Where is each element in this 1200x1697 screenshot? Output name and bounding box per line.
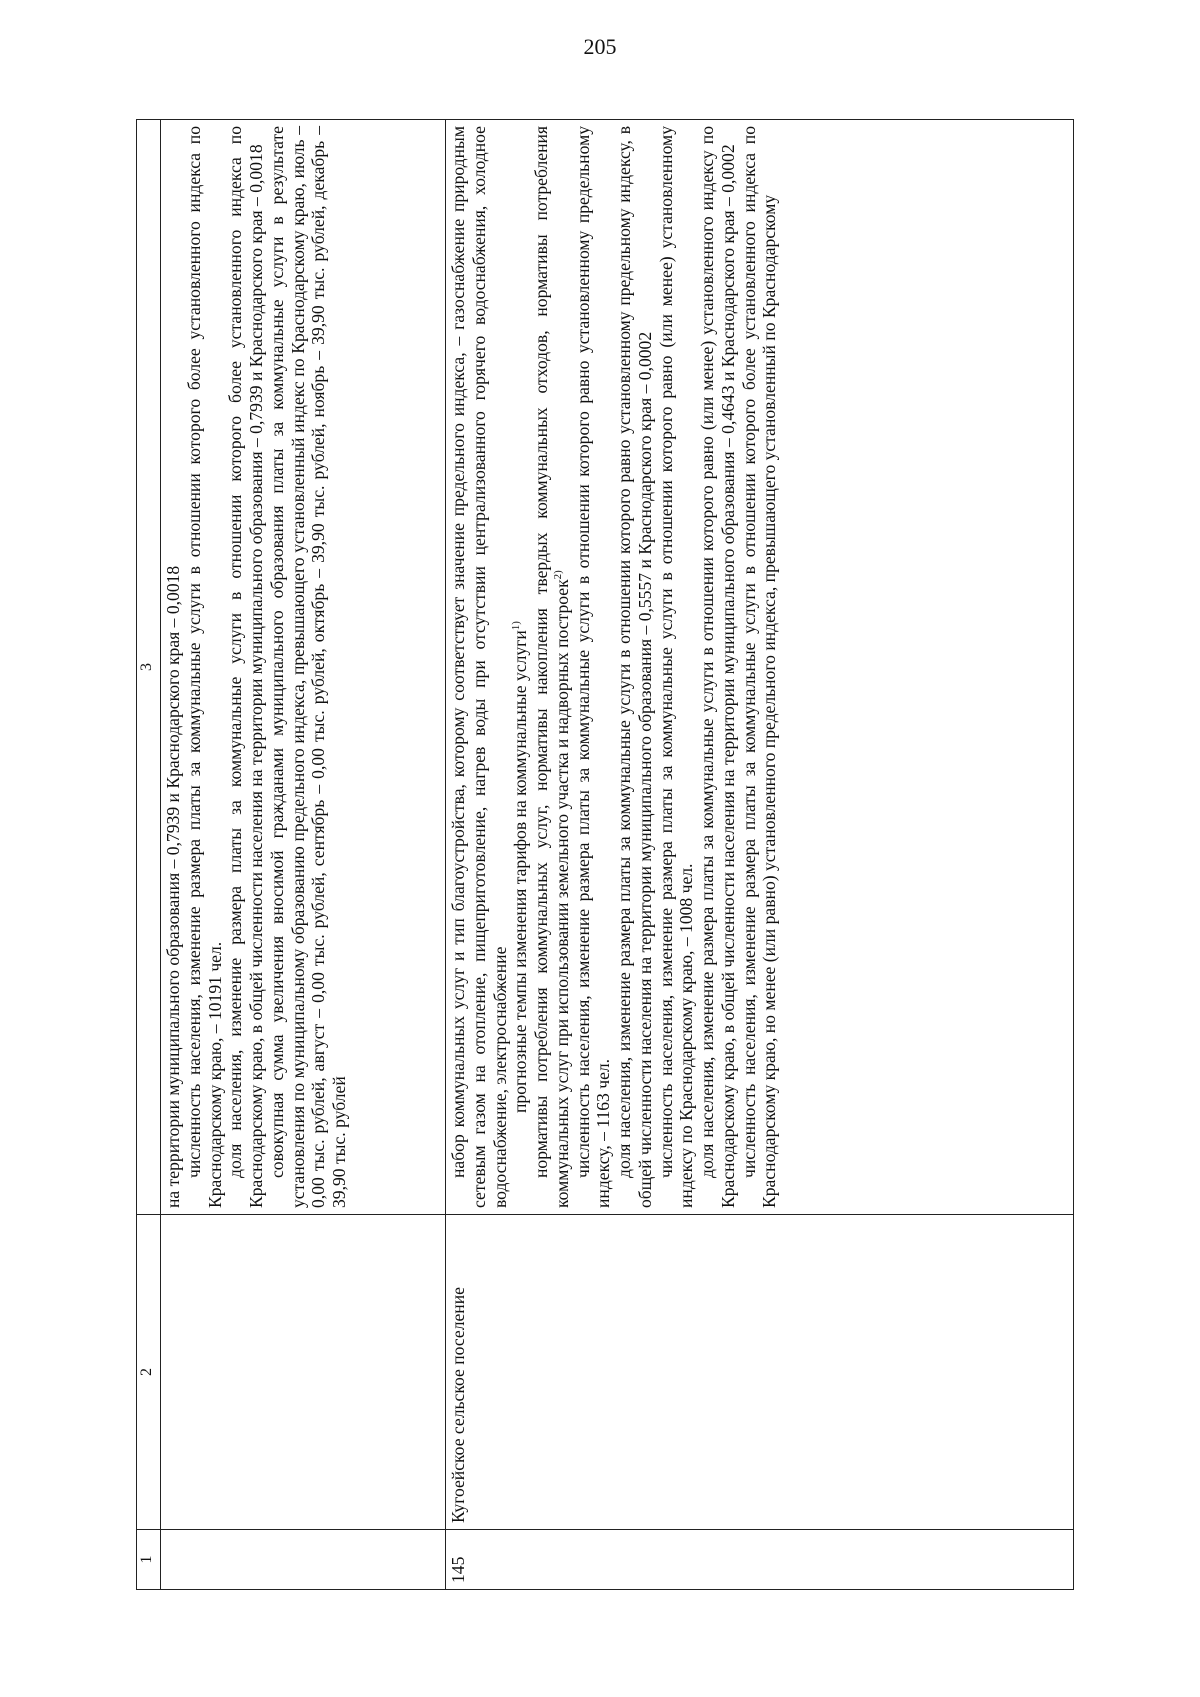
- description-paragraph: доля населения, изменение размера платы за коммунальные услуги в отношении которого равно установленному предельному индексу, в общей численности населения на территории муниципального образования – 0,5557 и Краснодарского края – 0,0002: [614, 126, 655, 1208]
- description-paragraph: на территории муниципального образования – 0,7939 и Краснодарского края – 0,0018: [163, 565, 183, 1208]
- footnote-marker: 2): [551, 570, 564, 580]
- row-description-cell: [446, 120, 1074, 1215]
- description-paragraph: нормативы потребления коммунальных услуг, нормативы накопления твердых коммунальных отходов, нормативы потребления коммунальных услуг при использовании земельного участка и надворных построек$^{2)}$: [531, 126, 572, 1208]
- column-header-2: 2: [137, 1215, 161, 1530]
- description-paragraph: численность населения, изменение размера платы за коммунальные услуги в отношении которого равно (или менее) установленному индексу по Краснодарскому краю, – 1008 чел.: [655, 126, 697, 1208]
- row-name-cell: [161, 1215, 446, 1530]
- column-header-1: 1: [137, 1530, 161, 1590]
- description-paragraph: численность населения, изменение размера платы за коммунальные услуги в отношении которого более установленного индекса по Краснодарскому краю, – 10191 чел.: [183, 126, 225, 1208]
- table-row: [446, 120, 1074, 1590]
- row-number-cell: [161, 1530, 446, 1590]
- description-paragraph: доля населения, изменение размера платы за коммунальные услуги в отношении которого равно (или менее) установленного индексу по Краснодарскому краю, в общей численности населения на территории муниципального образования – 0,4643 и Краснодарского края – 0,0002: [697, 126, 738, 1208]
- footnote-marker: 1): [510, 621, 523, 631]
- table-row: [161, 120, 446, 1590]
- page-number: 205: [583, 34, 617, 59]
- column-header-3: 3: [137, 120, 161, 1215]
- row-number-cell: 145: [446, 1530, 1074, 1590]
- row-name-cell: Кугоейское сельское поселение: [446, 1215, 1074, 1530]
- description-paragraph: набор коммунальных услуг и тип благоустройства, которому соответствует значение предельного индекса, – газоснабжение природным сетевым газом на отопление, пищеприготовление, нагрев воды при отсутствии централизованного горячего водоснабжения, холодное водоснабжение, электроснабжение: [448, 126, 510, 1208]
- description-paragraph: доля населения, изменение размера платы за коммунальные услуги в отношении которого более установленного индекса по Краснодарскому краю, в общей численности населения на территории муниципального образования – 0,7939 и Краснодарского края – 0,0018: [225, 126, 266, 1208]
- description-paragraph: численность населения, изменение размера платы за коммунальные услуги в отношении которого равно установленному предельному индексу, – 1163 чел.: [572, 126, 614, 1208]
- row-description-cell: [161, 120, 446, 1215]
- description-paragraph: численность населения, изменение размера платы за коммунальные услуги в отношении которого более установленного индекса по Краснодарскому краю, но менее (или равно) установленного предельного индекса, превышающего установленный по Краснодарскому: [738, 126, 780, 1208]
- description-paragraph: совокупная сумма увеличения вносимой гражданами муниципального образования платы за коммунальные услуги в результате установления по муниципальному образованию предельного индекса, превышающего установленный индекс по Краснодарскому краю, июль – 0,00 тыс. рублей, август – 0,00 тыс. рублей, сентябрь – 0,00 тыс. рублей, октябрь – 39,90 тыс. рублей, ноябрь – 39,90 тыс. рублей, декабрь – 39,90 тыс. рублей: [266, 126, 349, 1208]
- description-paragraph: прогнозные темпы изменения тарифов на коммунальные услуги$^{1)}$: [510, 621, 531, 1113]
- table-header-row: [137, 120, 161, 1590]
- data-table: [136, 119, 1074, 1590]
- rotated-table-container: [136, 120, 1074, 1590]
